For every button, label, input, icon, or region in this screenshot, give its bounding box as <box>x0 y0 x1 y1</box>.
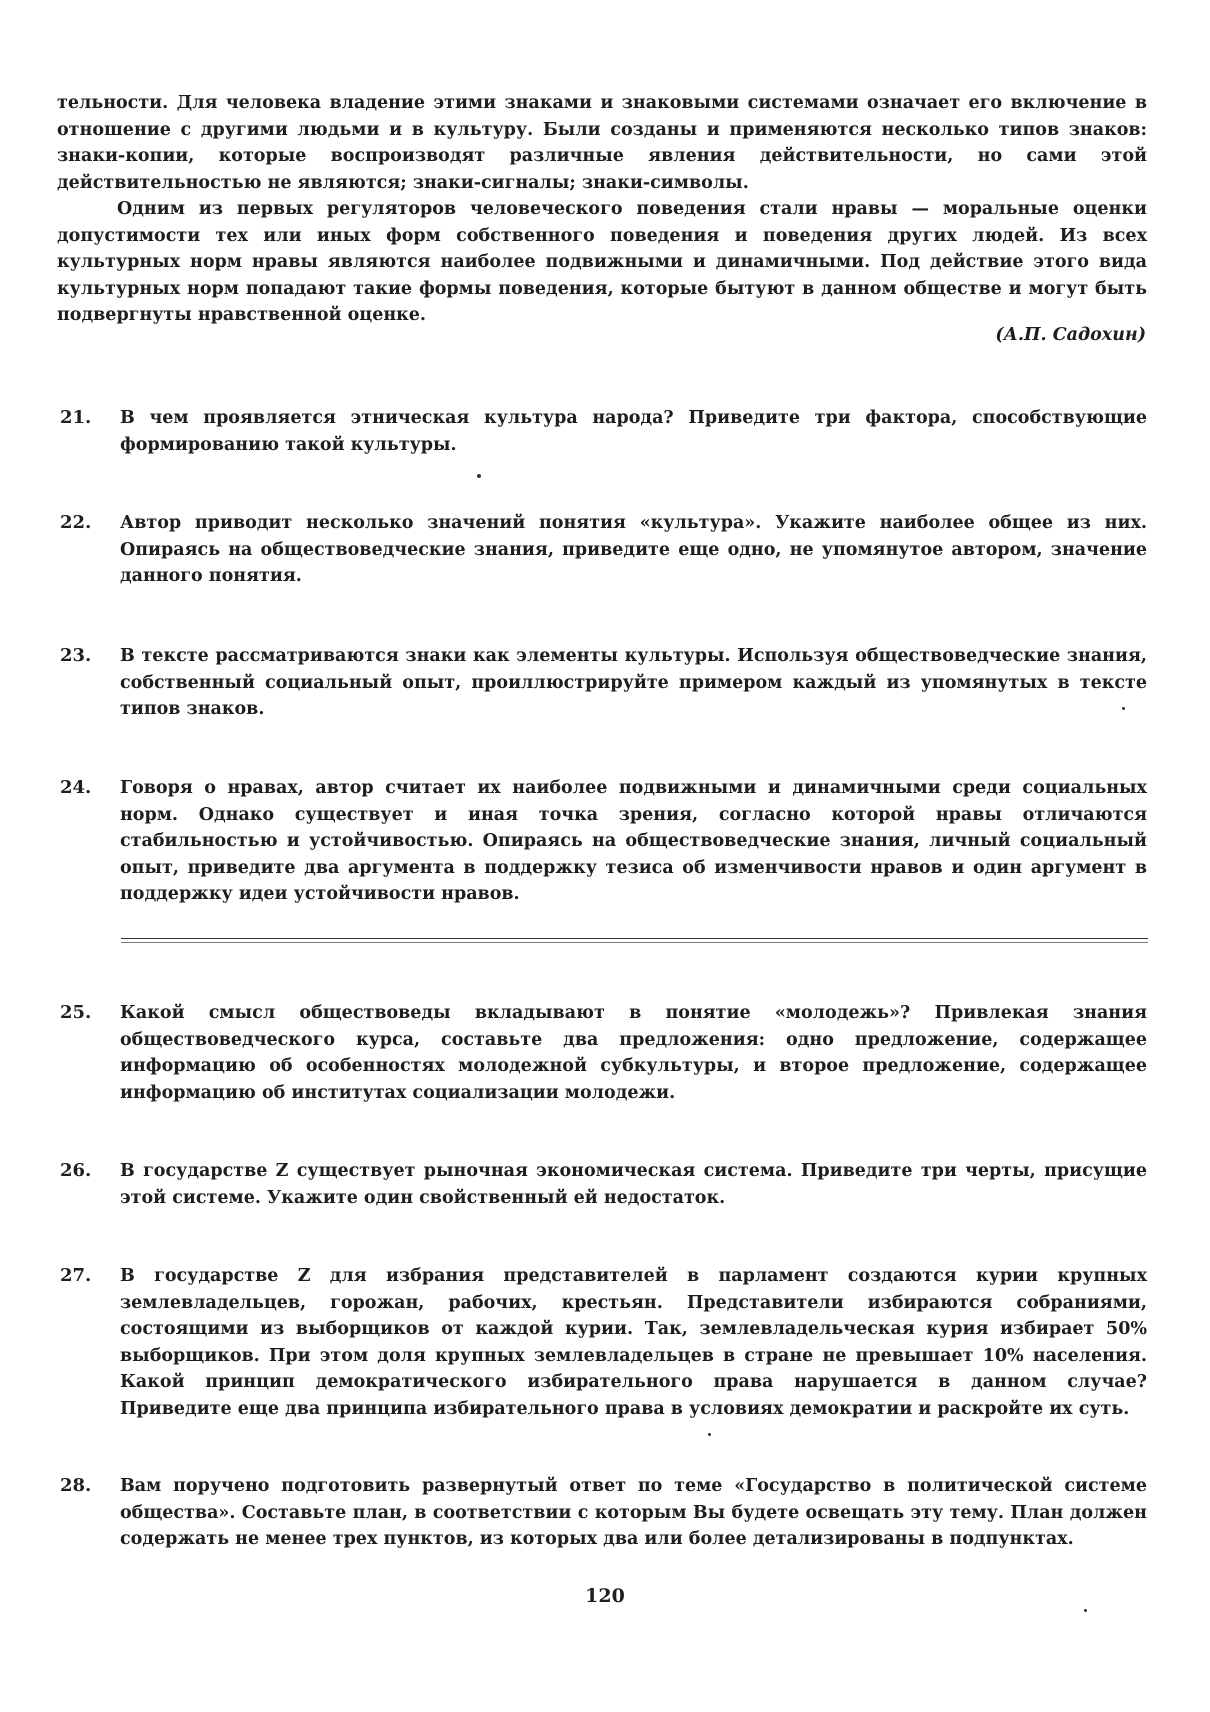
question-number: 25. <box>60 1002 92 1023</box>
intro-paragraph-2: Одним из первых регуляторов человеческого поведения стали нравы — моральные оценки допустимости тех или иных форм собственного поведения и поведения других людей. Из всех культурных норм нравы являются наиболее подвижными и динамичными. Под действие этого вида культурных норм попадают такие формы поведения, которые бытуют в данном обществе и могут быть подвергнуты нравственной оценке. <box>57 199 1147 325</box>
intro-paragraph-1: тельности. Для человека владение этими знаками и знаковыми системами означает его включение в отношение с другими людьми и в культуру. Были созданы и применяются несколько типов знаков: знаки-копии, которые воспроизводят различные явления действительности, но сами этой действительностью не являются; знаки-сигналы; знаки-символы. <box>57 93 1147 193</box>
question-text: В государстве Z существует рыночная экономическая система. Приведите три черты, присущие этой системе. Укажите один свойственный ей недостаток. <box>120 1161 1147 1208</box>
question-number: 27. <box>60 1265 92 1286</box>
question-number: 26. <box>60 1160 92 1181</box>
scan-speck <box>1084 1609 1087 1612</box>
source-attribution: (А.П. Садохин) <box>995 325 1146 345</box>
question-24 <box>60 775 1147 908</box>
scan-speck <box>1122 707 1125 710</box>
question-text: В тексте рассматриваются знаки как элементы культуры. Используя обществоведческие знания, собственный социальный опыт, проиллюстрируйте примером каждый из упомянутых в тексте типов знаков. <box>120 646 1147 719</box>
question-text: Говоря о нравах, автор считает их наиболее подвижными и динамичными среди социальных норм. Однако существует и иная точка зрения, согласно которой нравы отличаются стабильностью и устойчивостью. Опираясь на обществоведческие знания, личный социальный опыт, приведите два аргумента в поддержку тезиса об изменчивости нравов и один аргумент в поддержку идеи устойчивости нравов. <box>120 778 1147 904</box>
scan-speck <box>477 474 481 478</box>
question-number: 28. <box>60 1475 92 1496</box>
question-text: В чем проявляется этническая культура народа? Приведите три фактора, способствующие формированию такой культуры. <box>120 408 1147 455</box>
question-text: Какой смысл обществоведы вкладывают в понятие «молодежь»? Привлекая знания обществоведческого курса, составьте два предложения: одно предложение, содержащее информацию об особенностях молодежной субкультуры, и второе предложение, содержащее информацию об институтах социализации молодежи. <box>120 1003 1147 1103</box>
question-27 <box>60 1263 1147 1422</box>
question-text: Автор приводит несколько значений понятия «культура». Укажите наиболее общее из них. Опираясь на обществоведческие знания, приведите еще одно, не упомянутое автором, значение данного понятия. <box>120 513 1147 586</box>
question-text: В государстве Z для избрания представителей в парламент создаются курии крупных землевладельцев, горожан, рабочих, крестьян. Представители избираются собраниями, состоящими из выборщиков от каждой курии. Так, землевладельческая курия избирает 50% выборщиков. При этом доля крупных землевладельцев в стране не превышает 10% населения. Какой принцип демократического избирательного права нарушается в данном случае? Приведите еще два принципа избирательного права в условиях демократии и раскройте их суть. <box>120 1266 1147 1419</box>
question-number: 24. <box>60 777 92 798</box>
page-number: 120 <box>585 1585 625 1607</box>
question-number: 22. <box>60 512 92 533</box>
question-25 <box>60 1000 1147 1106</box>
question-number: 21. <box>60 407 92 428</box>
question-23 <box>60 643 1147 723</box>
scan-speck <box>708 1433 711 1436</box>
question-text: Вам поручено подготовить развернутый ответ по теме «Государство в политической системе общества». Составьте план, в соответствии с которым Вы будете освещать эту тему. План должен содержать не менее трех пунктов, из которых два или более детализированы в подпунктах. <box>120 1476 1147 1549</box>
question-28 <box>60 1473 1147 1553</box>
question-26 <box>60 1158 1147 1211</box>
question-number: 23. <box>60 645 92 666</box>
question-22 <box>60 510 1147 590</box>
question-21 <box>60 405 1147 458</box>
